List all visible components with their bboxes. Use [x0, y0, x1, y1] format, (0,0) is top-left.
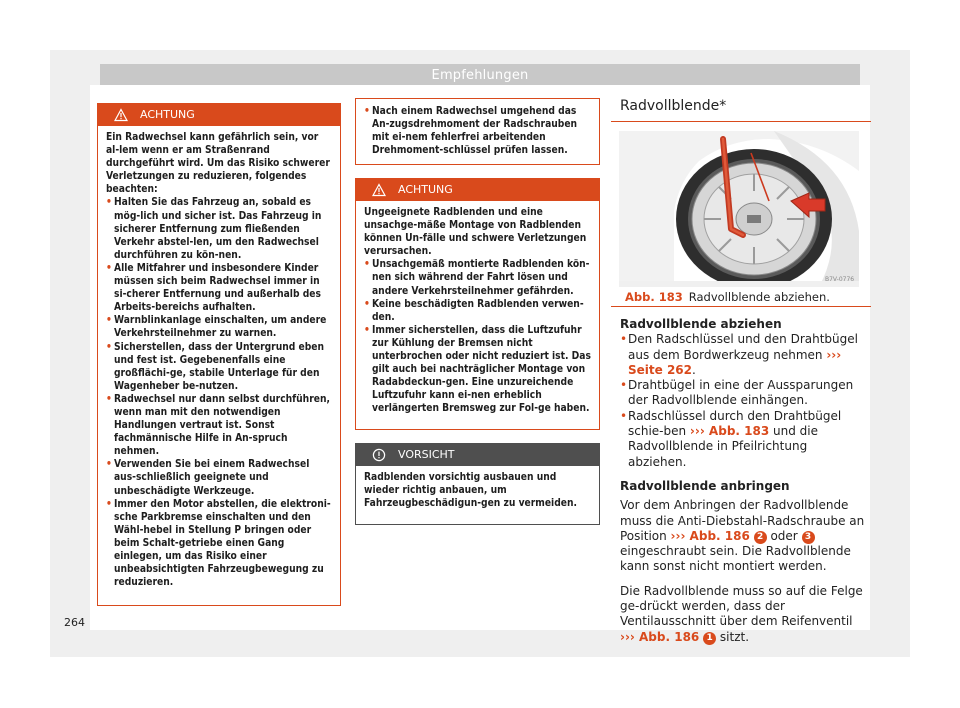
warning-intro: Ungeeignete Radblenden und eine unsachge-mäße Montage von Radblenden können Un-fälle und schwere Verletzungen verursachen.: [364, 207, 587, 258]
caption-divider: [611, 306, 871, 307]
position-marker: 1: [703, 632, 716, 645]
figure-caption-number: Abb. 183: [625, 290, 683, 304]
section-header-title: Empfehlungen: [431, 68, 529, 83]
caution-text: Radblenden vorsichtig ausbauen und wieder richtig anbauen, um Fahrzeugbeschädigun-gen zu vermeiden.: [364, 472, 577, 510]
continuation-body: [356, 99, 599, 163]
remove-heading: Radvollblende abziehen: [620, 317, 782, 331]
wheel-cover-illustration: [619, 131, 859, 287]
warning-intro: Ein Radwechsel kann gefährlich sein, vor al-lem wenn er am Straßenrand durchgeführt wird. Um das Risiko schwerer Verletzungen zu reduzieren, folgendes beachten:: [106, 132, 330, 196]
warning-box-header: [98, 104, 340, 126]
warning-triangle-icon: [372, 183, 386, 197]
attach-paragraph: Die Radvollblende muss so auf die Felge ge-drückt werden, dass der Ventilausschnitt über dem Reifenventil ››› Abb. 186 1 sitzt.: [620, 583, 863, 644]
attach-paragraph: Vor dem Anbringen der Radvollblende muss die Anti-Diebstahl-Radschraube an Position ››› Abb. 186 2 oder 3 eingeschraubt sein. Die Radvollblende kann sonst nicht montiert werden.: [620, 498, 865, 574]
warning-bullet: • Immer den Motor abstellen, die elektroni-sche Parkbremse einschalten und den Wähl-hebel in Stellung P bringen oder beim Schalt-getriebe einen Gang einlegen, um das Risiko einer unbeabsichtigten Fahrzeugbewegung zu reduzieren.: [106, 498, 333, 590]
page-number: 264: [64, 616, 85, 629]
section-title: Radvollblende*: [620, 98, 727, 114]
remove-step: • Radschlüssel durch den Drahtbügel schie-ben ››› Abb. 183 und die Radvollblende in Pfeilrichtung abziehen.: [620, 409, 865, 470]
warning-bullet: • Keine beschädigten Radblenden verwen-den.: [364, 298, 592, 324]
warning-continuation-box: [355, 98, 600, 165]
warning-box-body: [98, 126, 340, 595]
remove-step: • Drahtbügel in eine der Aussparungen der Radvollblende einhängen.: [620, 378, 865, 409]
warning-box-left: [97, 103, 341, 606]
caution-box: [355, 443, 600, 525]
remove-step: • Den Radschlüssel und den Drahtbügel aus dem Bordwerkzeug nehmen ››› Seite 262.: [620, 332, 865, 378]
figure-caption-text: Radvollblende abziehen.: [688, 290, 830, 304]
warning-box-body: [356, 201, 599, 422]
instructions: [620, 317, 865, 645]
figure-link[interactable]: ››› Abb. 186: [620, 629, 700, 644]
info-circle-icon: [372, 448, 386, 462]
warning-triangle-icon: [114, 108, 128, 122]
figure-caption: [625, 290, 830, 304]
caution-heading: VORSICHT: [398, 448, 455, 461]
warning-bullet: • Halten Sie das Fahrzeug an, sobald es mög-lich und sicher ist. Das Fahrzeug in sicherer Entfernung zum fließenden Verkehr abstel-len, um den Radwechsel durchführen zu kön-nen.: [106, 196, 333, 261]
caution-box-header: [356, 444, 599, 466]
warning-bullet: • Sicherstellen, dass der Untergrund eben und fest ist. Gegebenenfalls eine großflächi-ge, stabile Unterlage für den Wagenheber be-nutzen.: [106, 341, 333, 393]
figure-code: B7V-0776: [825, 276, 855, 283]
position-marker: 2: [754, 531, 767, 544]
figure-wheel-cover: [619, 131, 859, 287]
warning-bullet: • Unsachgemäß montierte Radblenden kön-nen sich während der Fahrt lösen und andere Verkehrsteilnehmer gefährden.: [364, 258, 592, 297]
warning-box-middle: [355, 178, 600, 430]
figure-link[interactable]: ››› Abb. 183: [689, 424, 770, 439]
warning-box-header: [356, 179, 599, 201]
warning-heading: ACHTUNG: [398, 183, 453, 196]
caution-body: [356, 466, 599, 516]
position-marker: 3: [802, 531, 815, 544]
warning-bullet: • Immer sicherstellen, dass die Luftzufuhr zur Kühlung der Bremsen nicht unterbrochen oder nicht reduziert ist. Das gilt auch bei nachträglicher Montage von Radabdeckun-gen. Eine unzureichende Luftzufuhr kann ei-nen erheblich verlängerten Bremsweg zur Fol-ge haben.: [364, 324, 592, 416]
figure-link[interactable]: ››› Abb. 186: [670, 528, 750, 543]
page-link[interactable]: ››› Seite 262: [628, 347, 842, 377]
section-header-bar: [100, 64, 860, 85]
warning-bullet: • Warnblinkanlage einschalten, um andere Verkehrsteilnehmer zu warnen.: [106, 314, 333, 340]
warning-heading: ACHTUNG: [140, 108, 195, 121]
title-divider: [611, 121, 871, 122]
warning-bullet: • Radwechsel nur dann selbst durchführen, wenn man mit den notwendigen Handlungen vertraut ist. Sonst fachmännische Hilfe in An-spruch nehmen.: [106, 393, 333, 458]
warning-bullet: • Alle Mitfahrer und insbesondere Kinder müssen sich beim Radwechsel immer in si-cherer Entfernung und außerhalb des Arbeits-bereichs aufhalten.: [106, 262, 333, 314]
continuation-bullet: • Nach einem Radwechsel umgehend das An-zugsdrehmoment der Radschrauben mit ei-nem fehlerfrei arbeitenden Drehmoment-schlüssel prüfen lassen.: [364, 105, 592, 157]
attach-heading: Radvollblende anbringen: [620, 478, 790, 493]
warning-bullet: • Verwenden Sie bei einem Radwechsel aus-schließlich geeignete und unbeschädigte Werkzeuge.: [106, 458, 333, 497]
